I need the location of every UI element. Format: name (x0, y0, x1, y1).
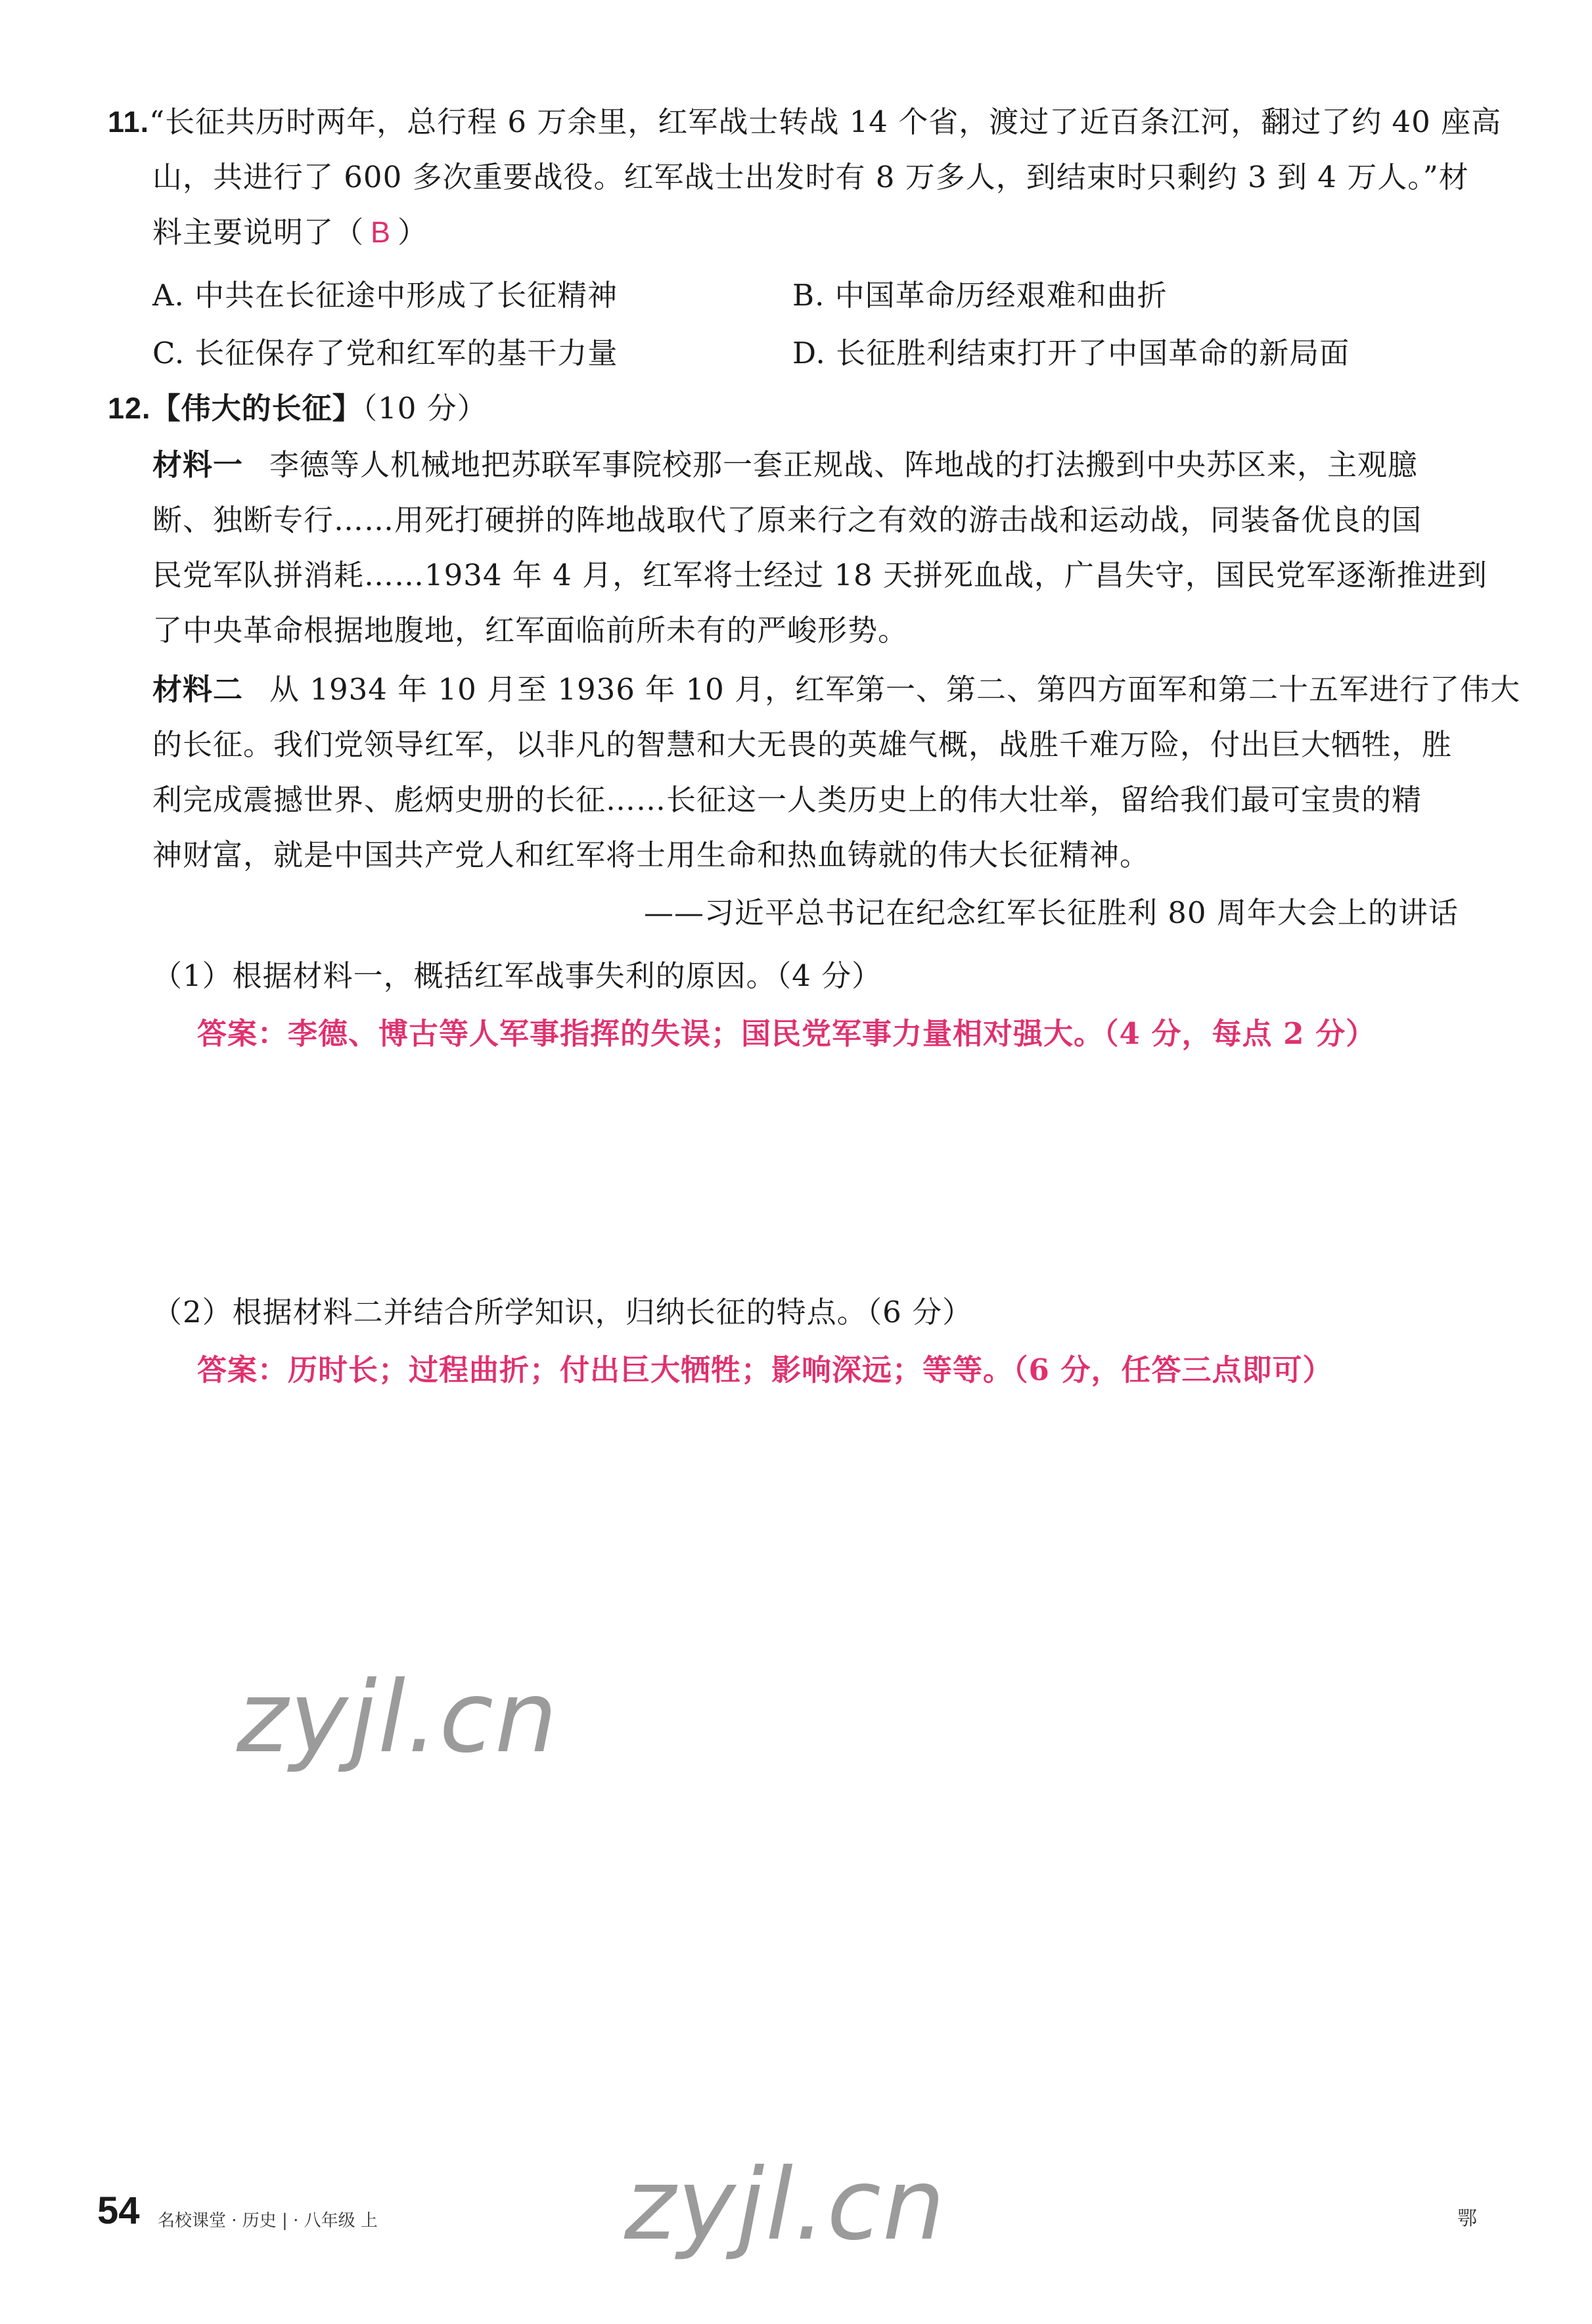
q12-sub1-question: （1）根据材料一，概括红军战事失利的原因。（4 分） (152, 958, 882, 993)
material2-text-2: 的长征。我们党领导红军，以非凡的智慧和大无畏的英雄气概，战胜千难万险，付出巨大牺牲，胜 (152, 727, 1453, 762)
q11-line-3 (152, 213, 428, 252)
watermark-middle: zyjl.cn (237, 1661, 559, 1775)
watermark-bottom: zyjl.cn (624, 2148, 947, 2262)
material1-text-3: 民党军队拼消耗……1934 年 4 月，红军将士经过 18 天拼死血战，广昌失守，国民党军逐渐推进到 (152, 558, 1488, 592)
q12-heading (108, 389, 488, 428)
q11-option-d: D. 长征胜利结束打开了中国革命的新局面 (792, 336, 1350, 370)
q11-option-b: B. 中国革命历经艰难和曲折 (792, 278, 1168, 313)
footer-book-title: 名校课堂 · 历史 | · 八年级 上 (158, 2211, 378, 2231)
q12-sub2-answer: 答案：历时长；过程曲折；付出巨大牺牲；影响深远；等等。（6 分，任答三点即可） (197, 1352, 1333, 1387)
material1-label: 材料一 (152, 447, 244, 482)
q12-number: 12. (108, 391, 151, 425)
material1-line-1 (152, 445, 1418, 485)
material1-text-1: 李德等人机械地把苏联军事院校那一套正规战、阵地战的打法搬到中央苏区来，主观臆 (269, 447, 1419, 482)
q12-sub2-question: （2）根据材料二并结合所学知识，归纳长征的特点。（6 分） (152, 1295, 973, 1330)
material1-text-4: 了中央革命根据地腹地，红军面临前所未有的严峻形势。 (152, 613, 909, 648)
material2-source: ——习近平总书记在纪念红军长征胜利 80 周年大会上的讲话 (644, 895, 1459, 930)
q11-stem-line-2: 山，共进行了 600 多次重要战役。红军战士出发时有 8 万多人，到结束时只剩约 3 到 4 万人。”材 (152, 160, 1469, 194)
q11-line-1 (108, 102, 1501, 142)
material1-text-2: 断、独断专行……用死打硬拼的阵地战取代了原来行之有效的游击战和运动战，同装备优良的国 (152, 503, 1422, 537)
material2-label: 材料二 (152, 672, 244, 707)
page-number: 54 (97, 2189, 140, 2232)
q12-score: （10 分） (362, 391, 488, 426)
q11-option-c: C. 长征保存了党和红军的基干力量 (152, 336, 618, 370)
q11-option-a: A. 中共在长征途中形成了长征精神 (152, 278, 618, 313)
q11-stem-close: ） (398, 215, 428, 250)
q11-stem-line-1: “长征共历时两年，总行程 6 万余里，红军战士转战 14 个省，渡过了近百条江河，翻过了约 40 座高 (149, 104, 1502, 139)
material2-text-4: 神财富，就是中国共产党人和红军将士用生命和热血铸就的伟大长征精神。 (152, 838, 1150, 872)
q11-number: 11. (108, 105, 150, 139)
material2-line-1 (152, 670, 1520, 709)
material2-text-1: 从 1934 年 10 月至 1936 年 10 月，红军第一、第二、第四方面军和第二十五军进行了伟大 (269, 672, 1521, 707)
material2-text-3: 利完成震撼世界、彪炳史册的长征……长征这一人类历史上的伟大壮举，留给我们最可宝贵的精 (152, 782, 1422, 817)
q12-title: 【伟大的长征】 (150, 391, 363, 426)
q12-sub1-answer: 答案：李德、博古等人军事指挥的失误；国民党军事力量相对强大。（4 分，每点 2 分） (197, 1016, 1376, 1051)
footer-region: 鄂 (1457, 2207, 1477, 2230)
q11-stem-line-3: 料主要说明了（ (152, 215, 365, 250)
q11-answer: B (371, 215, 392, 249)
